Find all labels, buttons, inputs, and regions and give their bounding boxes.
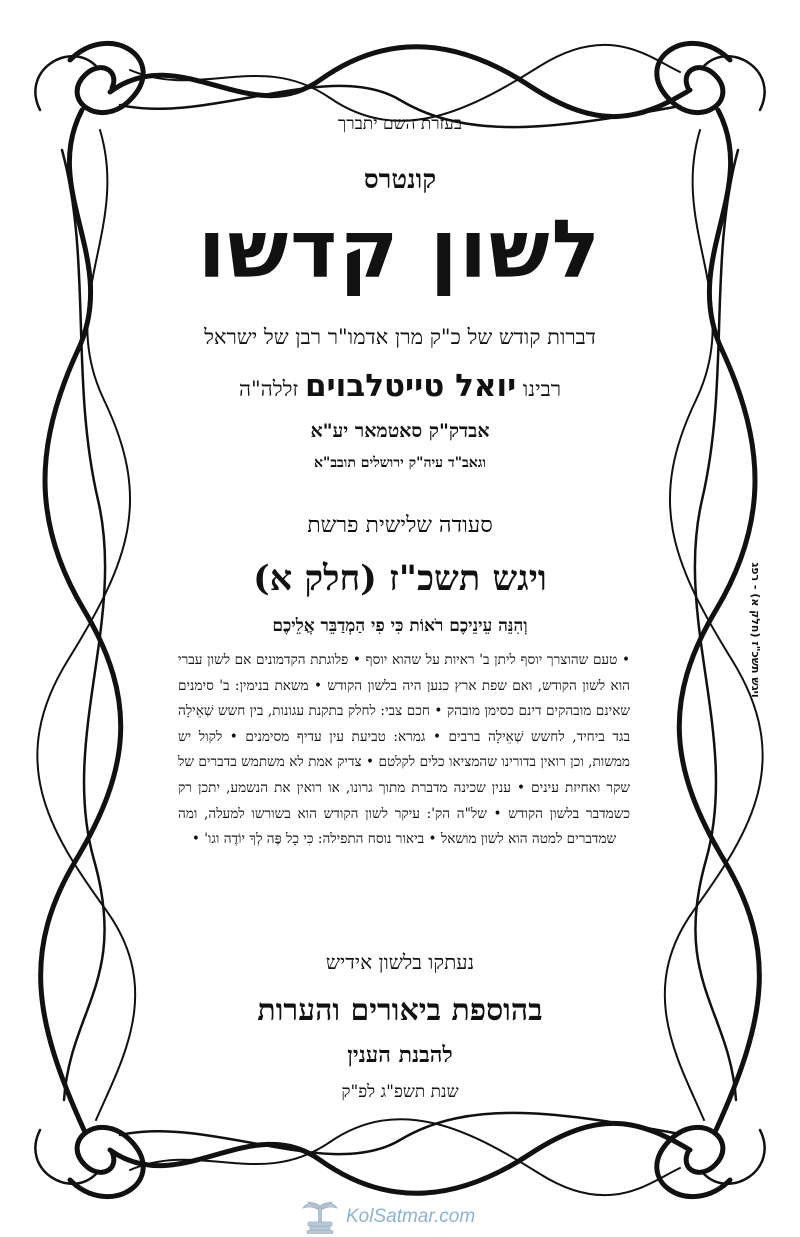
seudah-heading: סעודה שלישית פרשת (307, 513, 493, 538)
publication-year: שנת תשפ"ג לפ"ק (341, 1082, 459, 1102)
blessing-heading: בעזרת השם יתברך (337, 114, 463, 134)
author-jerusalem-line: וגאב"ד עיה"ק ירושלים תובב"א (314, 455, 486, 471)
side-running-head: ויגש תשכ"ז (חלק א) - רפג (749, 562, 762, 698)
author-suffix: זללה"ה (238, 377, 299, 401)
verse-quote: וְהִנֵּה עֵינֵיכֶם רֹאוֹת כִּי פִי הַמְדַבֵּר אֲלֵיכֶם (272, 616, 528, 636)
author-honorific-line: דברות קודש של כ"ק מרן אדמו"ר רבן של ישראל (204, 325, 596, 349)
author-title-line: אבדק"ק סאטמאר יע"א (310, 420, 490, 442)
understanding-heading: להבנת הענין (347, 1042, 453, 1068)
additions-heading: בהוספת ביאורים והערות (257, 993, 543, 1028)
author-name-line (110, 368, 690, 404)
translated-note: נעתקו בלשון אידיש (325, 950, 475, 974)
book-title: לשון קדשו (198, 203, 602, 296)
author-name: יואל טייטלבוים (304, 368, 517, 404)
palm-tree-books-icon (300, 1200, 340, 1234)
site-name: KolSatmar.com (346, 1206, 476, 1227)
kuntres-label: קונטרס (363, 165, 437, 195)
parsha-title: ויגש תשכ"ז (חלק א) (253, 558, 547, 599)
author-prefix: רבינו (522, 377, 562, 401)
kolsatmar-logo[interactable] (300, 1200, 475, 1234)
topics-summary: • טעם שהוצרך יוסף ליתן ב' ראיות על שהוא יוסף • פלוגתת הקדמונים אם לשון עברי הוא לשון הקודש, ואם שפת ארץ כנען היה בלשון הקודש • משאת בנימין: ב' סימנים שאינם מובהקים דינם כסימן מובהק • חכם צבי: לחלק בתקנת עגונות, בין חשש שְׁאֵילָה בגד ביחיד, לחשש שְׁאֵילָה ברבים • גמרא: טביעת עין עדיף מסימנים • לקול יש ממשות, וכן רואין בדורינו שהמציאו כלים לקלטם • צדיק אמת לא משתמש בדברים של שקר ואחיזת עינים • ענין שכינה מדברת מתוך גרונו, או רואין את הנשמע, יתכן רק כשמדבר בלשון הקודש • של"ה הק': עיקר לשון הקודש הוא בשורשו למעלה, ומה שמדברים למטה הוא לשון מושאל • ביאור נוסח התפילה: כִּי כָל פֶּה לְךָ יוֹדֶה וגו' • (178, 652, 630, 848)
